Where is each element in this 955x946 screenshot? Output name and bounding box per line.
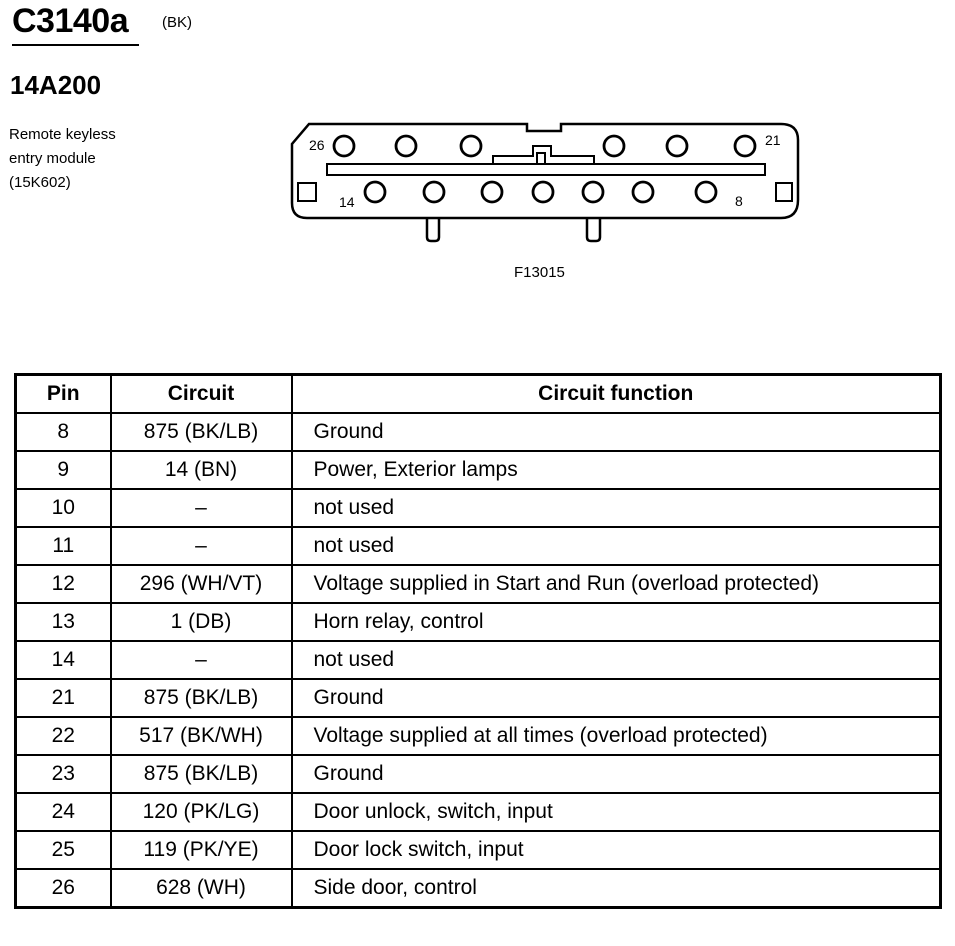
pin-cavity <box>696 182 716 202</box>
circuit-cell: 296 (WH/VT) <box>111 565 292 603</box>
module-description-line: (15K602) <box>9 174 71 191</box>
circuit-function-cell: Ground <box>292 755 941 793</box>
circuit-function-cell: Side door, control <box>292 869 941 908</box>
header-circuit: Circuit <box>111 375 292 414</box>
circuit-cell: 875 (BK/LB) <box>111 755 292 793</box>
table-row <box>16 679 941 717</box>
pin-cell: 22 <box>16 717 111 755</box>
header-pin: Pin <box>16 375 111 414</box>
pin-cell: 24 <box>16 793 111 831</box>
pin-cell: 25 <box>16 831 111 869</box>
connector-id: C3140a <box>12 2 129 40</box>
center-divider <box>327 164 765 175</box>
table-row <box>16 603 941 641</box>
table-row <box>16 831 941 869</box>
circuit-cell: 875 (BK/LB) <box>111 413 292 451</box>
table-row <box>16 641 941 679</box>
table-row <box>16 451 941 489</box>
part-number: 14A200 <box>10 70 102 100</box>
key-tab <box>493 146 594 164</box>
circuit-function-cell: Door lock switch, input <box>292 831 941 869</box>
pin-cavity <box>667 136 687 156</box>
table-row <box>16 793 941 831</box>
circuit-cell: 628 (WH) <box>111 869 292 908</box>
left-latch <box>298 183 316 201</box>
pin-cavity <box>533 182 553 202</box>
pin-cell: 14 <box>16 641 111 679</box>
circuit-cell: 120 (PK/LG) <box>111 793 292 831</box>
circuit-function-cell: not used <box>292 489 941 527</box>
table-row <box>16 413 941 451</box>
module-description <box>9 123 169 195</box>
pin-cell: 11 <box>16 527 111 565</box>
pin-table <box>14 373 942 909</box>
table-row <box>16 489 941 527</box>
pin-cell: 23 <box>16 755 111 793</box>
circuit-function-cell: Ground <box>292 679 941 717</box>
module-description-line: Remote keyless <box>9 126 116 143</box>
table-row <box>16 527 941 565</box>
pin-cavity <box>461 136 481 156</box>
module-description-line: entry module <box>9 150 96 167</box>
table-row <box>16 755 941 793</box>
connector-outline <box>292 124 798 218</box>
connector-diagram <box>288 118 808 246</box>
connector-color: (BK) <box>162 14 192 31</box>
table-row <box>16 717 941 755</box>
circuit-function-cell: Door unlock, switch, input <box>292 793 941 831</box>
pin-cell: 10 <box>16 489 111 527</box>
table-row <box>16 565 941 603</box>
pin-cell: 26 <box>16 869 111 908</box>
circuit-function-cell: not used <box>292 527 941 565</box>
pin-cavity <box>365 182 385 202</box>
pin-cavity <box>633 182 653 202</box>
pin-cavity <box>424 182 444 202</box>
pin-cell: 9 <box>16 451 111 489</box>
pin-cavity <box>583 182 603 202</box>
pin-cavity <box>482 182 502 202</box>
pin-cavity <box>604 136 624 156</box>
circuit-cell: – <box>111 489 292 527</box>
circuit-cell: 1 (DB) <box>111 603 292 641</box>
left-post <box>427 218 439 241</box>
pin-cell: 13 <box>16 603 111 641</box>
circuit-cell: 14 (BN) <box>111 451 292 489</box>
pin-label-14: 14 <box>339 194 355 210</box>
circuit-function-cell: Voltage supplied in Start and Run (overload protected) <box>292 565 941 603</box>
circuit-cell: 875 (BK/LB) <box>111 679 292 717</box>
circuit-function-cell: Horn relay, control <box>292 603 941 641</box>
pin-cavity <box>334 136 354 156</box>
table-row <box>16 869 941 908</box>
pin-label-8: 8 <box>735 193 743 209</box>
header-circuit-function: Circuit function <box>292 375 941 414</box>
key-notch <box>537 153 545 164</box>
table-header-row <box>16 375 941 414</box>
circuit-cell: 119 (PK/YE) <box>111 831 292 869</box>
right-latch <box>776 183 792 201</box>
pin-cell: 12 <box>16 565 111 603</box>
circuit-function-cell: Voltage supplied at all times (overload protected) <box>292 717 941 755</box>
circuit-function-cell: Ground <box>292 413 941 451</box>
pin-cavity <box>396 136 416 156</box>
pin-cell: 8 <box>16 413 111 451</box>
circuit-function-cell: Power, Exterior lamps <box>292 451 941 489</box>
pin-label-26: 26 <box>309 137 325 153</box>
pin-cavity <box>735 136 755 156</box>
circuit-function-cell: not used <box>292 641 941 679</box>
pin-cell: 21 <box>16 679 111 717</box>
table-body <box>16 413 941 908</box>
circuit-cell: – <box>111 527 292 565</box>
circuit-cell: 517 (BK/WH) <box>111 717 292 755</box>
connector-id-underline <box>12 44 139 46</box>
right-post <box>587 218 600 241</box>
circuit-cell: – <box>111 641 292 679</box>
figure-id: F13015 <box>514 264 565 281</box>
pin-label-21: 21 <box>765 132 781 148</box>
